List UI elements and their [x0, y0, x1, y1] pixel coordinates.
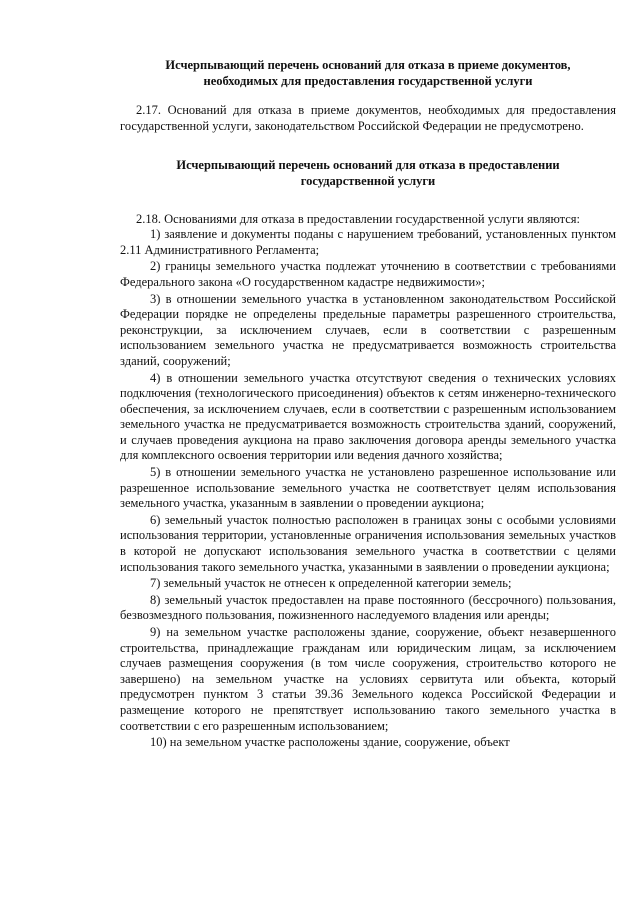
list-item: 6) земельный участок полностью расположен в границах зоны с особыми условиями использования территории, установленные ограничения использования земельных участков в которой не допускают использования земельного участка в соответствии с целями использования такого земельного участка, указанными в заявлении о проведении аукциона; — [120, 512, 616, 574]
list-item: 4) в отношении земельного участка отсутствуют сведения о технических условиях подключения (технологического присоединения) объектов к сетям инженерно-технического обеспечения, за исключением случаев, если в соответствии с разрешенным использованием земельного участка не предусматривается возможность строительства зданий, сооружений, и случаев проведения аукциона на право заключения договора аренды земельного участка для комплексного освоения территории или ведения дачного хозяйства; — [120, 370, 616, 463]
paragraph-2-18-intro: 2.18. Основаниями для отказа в предоставлении государственной услуги являются: — [136, 211, 581, 226]
list-item: 8) земельный участок предоставлен на праве постоянного (бессрочного) пользования, безвозмездного пользования, пожизненного наследуемого владения или аренды; — [120, 592, 616, 623]
list-item: 1) заявление и документы поданы с нарушением требований, установленных пунктом 2.11 Административного Регламента; — [120, 227, 616, 257]
section-heading-documents-refusal: Исчерпывающий перечень оснований для отказа в приеме документов, необходимых для предоставления государственной услуги — [165, 58, 571, 88]
paragraph-2-17: 2.17. Оснований для отказа в приеме документов, необходимых для предоставления государственной услуги, законодательством Российской Федерации не предусмотрено. — [120, 103, 616, 133]
list-item: 5) в отношении земельного участка не установлено разрешенное использование или разрешенное использование земельного участка не соответствует целям использования земельного участка, указанным в заявлении о проведении аукциона; — [120, 465, 616, 511]
refusal-grounds-list — [120, 227, 616, 751]
list-item: 2) границы земельного участка подлежат уточнению в соответствии с требованиями Федерального закона «О государственном кадастре недвижимости»; — [120, 259, 616, 289]
section-spacer — [120, 190, 616, 212]
list-item: 7) земельный участок не отнесен к определенной категории земель; — [150, 576, 512, 591]
list-item: 3) в отношении земельного участка в установленном законодательством Российской Федерации порядке не определены предельные параметры разрешенного строительства, реконструкции, за исключением случаев, если в соответствии с разрешенным использованием земельного участка не предусматривается возможность строительства зданий, сооружений; — [120, 291, 616, 368]
section-heading-service-refusal: Исчерпывающий перечень оснований для отказа в предоставлении государственной услуги — [176, 158, 560, 188]
list-item: 10) на земельном участке расположены здание, сооружение, объект — [150, 735, 510, 750]
list-item: 9) на земельном участке расположены здание, сооружение, объект незавершенного строительства, принадлежащие гражданам или юридическим лицам, за исключением случаев размещения сооружения (в том числе сооружения, строительство которого не завершено) на земельном участке на условиях сервитута или объекта, который предусмотрен пунктом 3 статьи 39.36 Земельного кодекса Российской Федерации и размещение которого не препятствует использованию такого земельного участка в соответствии с его разрешенным использованием; — [120, 625, 616, 733]
section-spacer — [120, 134, 616, 158]
